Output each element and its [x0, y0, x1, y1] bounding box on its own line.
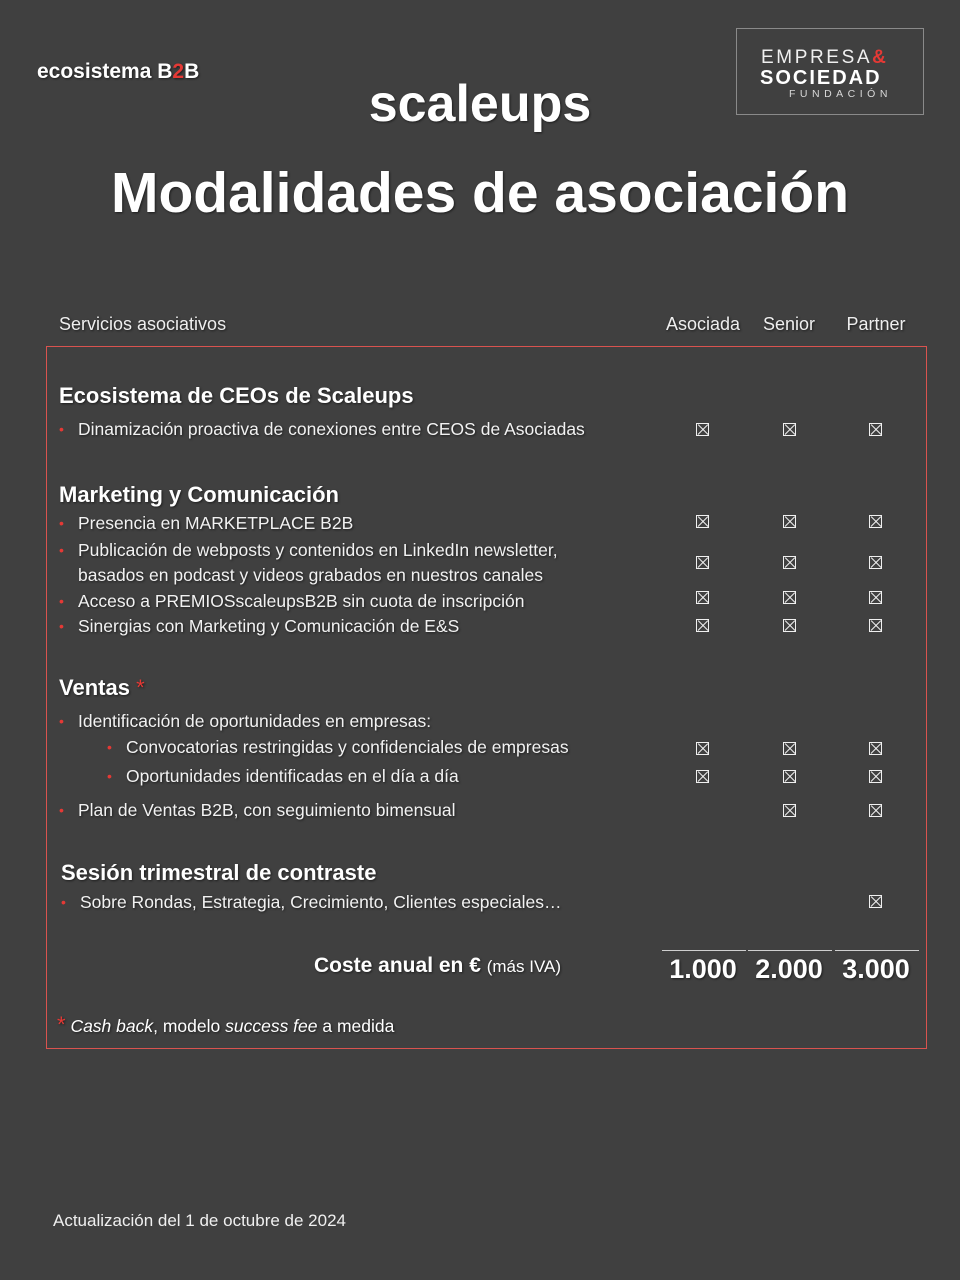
header-senior: Senior: [762, 314, 816, 334]
logo-word-empresa: EMPRESA: [761, 47, 873, 68]
header-services: Servicios asociativos: [59, 314, 227, 334]
checkbox-x-icon: [696, 556, 709, 569]
services-table-frame: [46, 346, 927, 1049]
logo-line3: FUNDACIÓN: [789, 88, 892, 100]
checkbox-x-icon: [869, 895, 882, 908]
item-webposts-line1: Publicación de webposts y contenidos en LinkedIn newsletter,: [78, 540, 558, 560]
logo-line2: SOCIEDAD: [760, 67, 882, 89]
cost-label-wrap: [314, 954, 561, 978]
item-plan-ventas: Plan de Ventas B2B, con seguimiento bimensual: [78, 800, 456, 820]
brand-suffix: B: [184, 60, 200, 83]
item-sobre-rondas: Sobre Rondas, Estrategia, Crecimiento, Clientes especiales…: [80, 892, 562, 912]
checkbox-x-icon: [696, 742, 709, 755]
checkbox-x-icon: [696, 423, 709, 436]
logo-line1: [761, 47, 888, 69]
bullet-dot-icon: •: [59, 713, 64, 729]
footnote-star: *: [57, 1012, 66, 1037]
bullet-dot-icon: •: [61, 894, 66, 910]
footnote-end: a medida: [317, 1016, 395, 1036]
price-divider: [748, 950, 832, 951]
item-dinamizacion: Dinamización proactiva de conexiones entre CEOS de Asociadas: [78, 419, 585, 439]
section-title-sesion: Sesión trimestral de contraste: [61, 860, 377, 885]
cost-label: Coste anual en €: [314, 954, 481, 977]
item-webposts-line2: basados en podcast y videos grabados en nuestros canales: [78, 565, 544, 585]
page-title-modalidades: Modalidades de asociación: [110, 161, 850, 225]
footer-update-date: Actualización del 1 de octubre de 2024: [53, 1211, 346, 1230]
price-asociada: 1.000: [669, 954, 737, 984]
price-senior: 2.000: [755, 954, 823, 984]
bullet-dot-icon: •: [59, 515, 64, 531]
page-title-scaleups: scaleups: [368, 75, 592, 133]
bullet-dot-icon: •: [59, 421, 64, 437]
footnote: [57, 1012, 394, 1038]
checkbox-x-icon: [696, 770, 709, 783]
item-marketplace: Presencia en MARKETPLACE B2B: [78, 513, 354, 533]
bullet-dot-icon: •: [59, 593, 64, 609]
checkbox-x-icon: [869, 591, 882, 604]
section-title-ceos: Ecosistema de CEOs de Scaleups: [59, 383, 414, 408]
section-title-ventas: Ventas: [59, 675, 130, 700]
price-divider: [835, 950, 919, 951]
brand-accent: 2: [172, 60, 185, 83]
checkbox-x-icon: [869, 742, 882, 755]
item-oportunidades: Oportunidades identificadas en el día a día: [126, 766, 459, 786]
item-premios: Acceso a PREMIOSscaleupsB2B sin cuota de inscripción: [78, 591, 525, 611]
checkbox-x-icon: [696, 619, 709, 632]
section-title-ventas-wrap: [59, 675, 145, 701]
logo-ampersand: &: [872, 47, 889, 68]
checkbox-x-icon: [783, 556, 796, 569]
checkbox-x-icon: [783, 591, 796, 604]
bullet-dot-icon: •: [59, 542, 64, 558]
footnote-mid: , modelo: [153, 1016, 226, 1036]
checkbox-x-icon: [696, 515, 709, 528]
checkbox-x-icon: [869, 619, 882, 632]
bullet-dot-icon: •: [59, 618, 64, 634]
checkbox-x-icon: [783, 423, 796, 436]
price-partner: 3.000: [842, 954, 910, 984]
checkbox-x-icon: [783, 804, 796, 817]
item-identificacion: Identificación de oportunidades en empresas:: [78, 711, 432, 731]
ventas-star: *: [136, 675, 145, 700]
checkbox-x-icon: [783, 770, 796, 783]
checkbox-x-icon: [869, 556, 882, 569]
brand-prefix: ecosistema B: [37, 60, 173, 83]
section-title-marketing: Marketing y Comunicación: [59, 482, 339, 507]
checkbox-x-icon: [783, 742, 796, 755]
footnote-cash-back: Cash back: [70, 1016, 154, 1036]
cost-note: (más IVA): [486, 957, 562, 976]
checkbox-x-icon: [869, 804, 882, 817]
checkbox-x-icon: [783, 619, 796, 632]
checkbox-x-icon: [696, 591, 709, 604]
price-divider: [662, 950, 746, 951]
header-asociada: Asociada: [665, 314, 741, 334]
checkbox-x-icon: [869, 770, 882, 783]
item-convocatorias: Convocatorias restringidas y confidenciales de empresas: [126, 737, 569, 757]
checkbox-x-icon: [783, 515, 796, 528]
bullet-dot-icon: •: [59, 802, 64, 818]
footnote-success-fee: success fee: [225, 1016, 318, 1036]
header-partner: Partner: [846, 314, 906, 334]
checkbox-x-icon: [869, 515, 882, 528]
checkbox-x-icon: [869, 423, 882, 436]
bullet-dot-icon: •: [107, 739, 112, 755]
bullet-dot-icon: •: [107, 768, 112, 784]
item-sinergias: Sinergias con Marketing y Comunicación de E&S: [78, 616, 460, 636]
